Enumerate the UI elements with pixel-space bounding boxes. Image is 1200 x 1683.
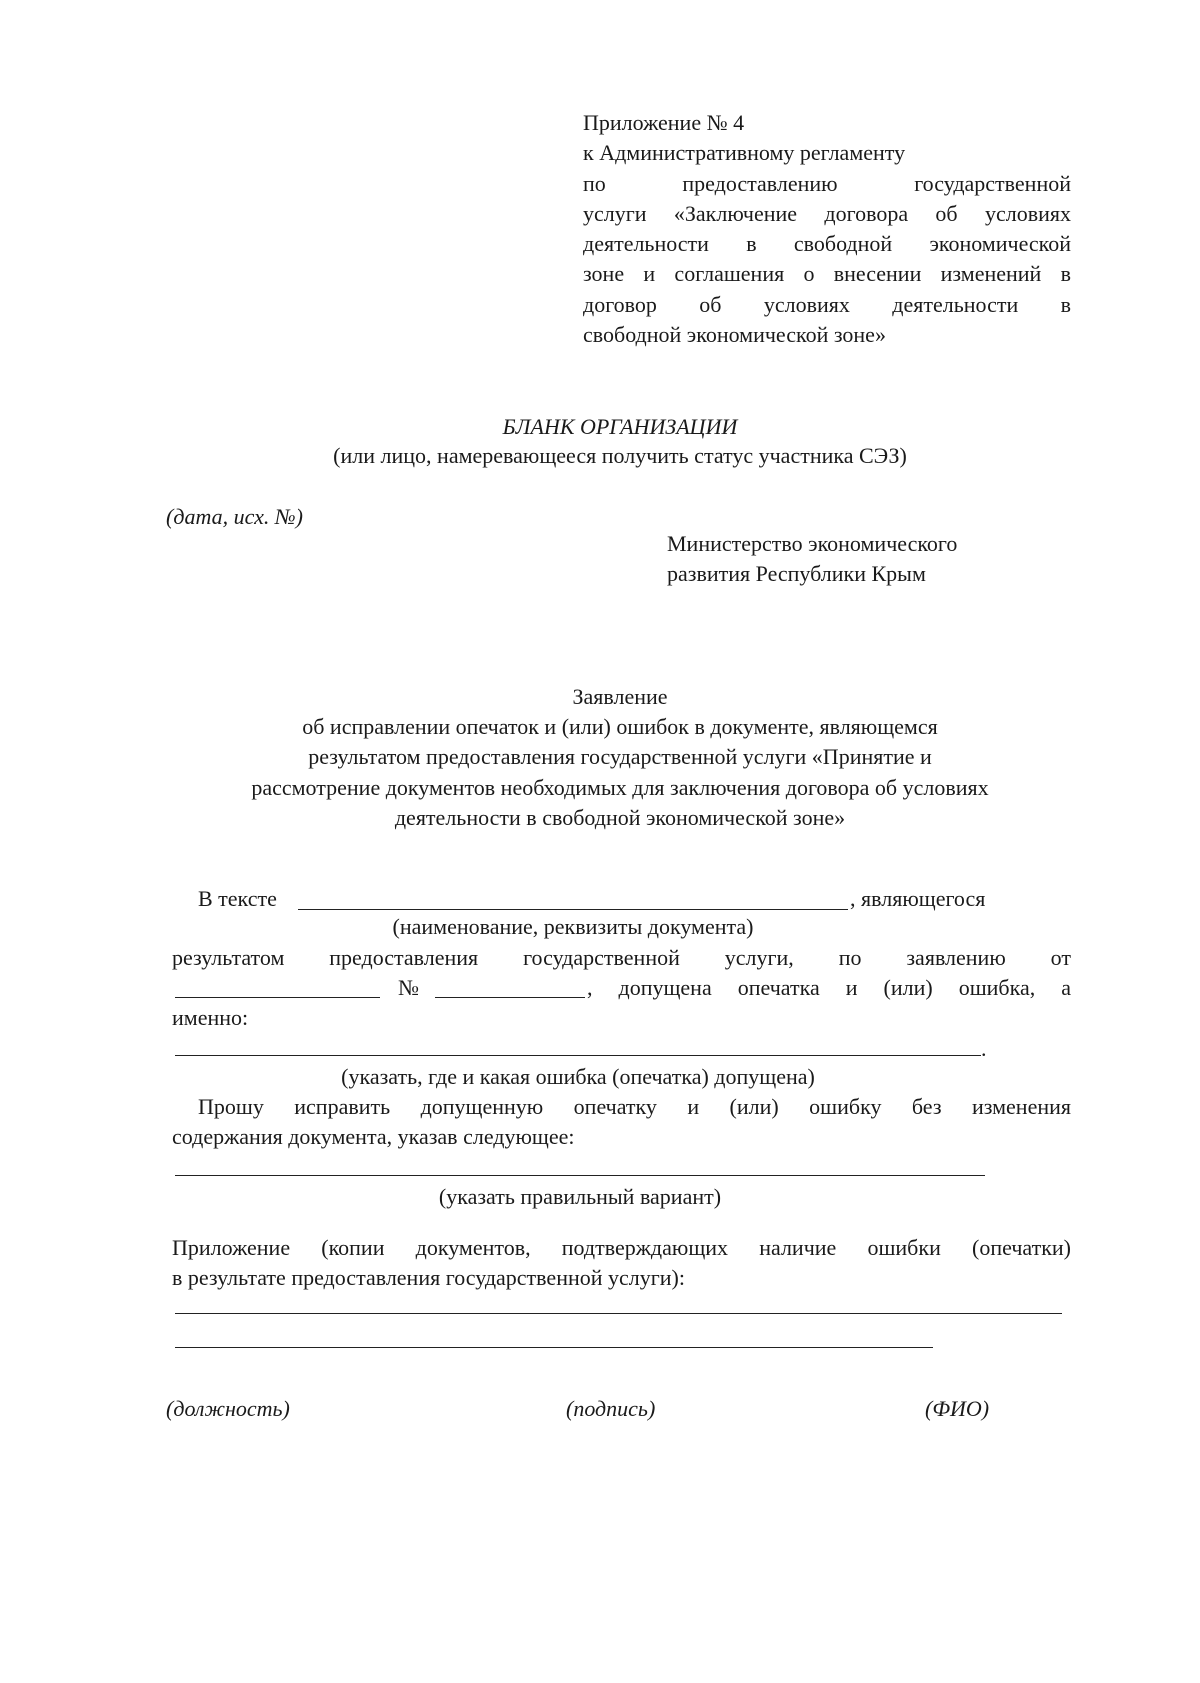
error-admitted-text: , допущена опечатка и (или) ошибка, а [587,975,1071,1000]
text-in-label: В тексте [198,886,277,911]
paragraph-line: именно: [172,1005,249,1030]
application-date-blank[interactable] [175,997,380,998]
being-label: , являющегося [850,886,986,911]
caption-error-location: (указать, где и какая ошибка (опечатка) допущена) [341,1064,815,1089]
caption-document-details: (наименование, реквизиты документа) [392,914,754,939]
statement-line: деятельности в свободной экономической зоне» [394,804,846,830]
appendix-line: услуги «Заключение договора об условиях [583,200,1071,226]
signature-caption: (подпись) [566,1396,656,1421]
statement-title: Заявление [572,684,668,709]
addressee-line: Министерство экономического [667,531,958,556]
period: . [981,1036,987,1061]
number-sign: № [398,975,419,1000]
document-name-blank[interactable] [298,909,848,910]
appendix-line: по предоставлению государственной [583,170,1071,196]
position-caption: (должность) [166,1396,290,1421]
appendix-line: Приложение № 4 [583,110,745,135]
attachments-blank[interactable] [175,1347,933,1348]
appendix-line: договор об условиях деятельности в [583,291,1071,317]
caption-correct-variant: (указать правильный вариант) [438,1184,722,1209]
blank-subtitle: (или лицо, намеревающееся получить статус участника СЭЗ) [333,443,907,468]
addressee [667,529,957,590]
appendix-line: к Административному регламенту [583,140,906,166]
appendix-line: зоне и соглашения о внесении изменений в [583,261,1071,287]
attachments-blank[interactable] [175,1313,1062,1314]
error-description-blank[interactable] [175,1055,981,1056]
addressee-line: развития Республики Крым [667,561,926,587]
paragraph-line: Приложение (копии документов, подтверждающих наличие ошибки (опечатки) [172,1235,1071,1260]
paragraph-line-date-number [172,973,1071,1004]
blank-title: БЛАНК ОРГАНИЗАЦИИ [502,414,738,439]
date-number-field: (дата, исх. №) [166,504,303,529]
statement-subject [0,712,1200,833]
appendix-line: свободной экономической зоне» [583,322,886,348]
statement-line: результатом предоставления государственной услуги «Принятие и [308,744,932,770]
statement-line: рассмотрение документов необходимых для заключения договора об условиях [251,774,989,800]
appendix-line: деятельности в свободной экономической [583,231,1071,257]
appendix-header [583,108,1071,350]
paragraph-line: результатом предоставления государственной услуги, по заявлению от [172,945,1071,970]
full-name-caption: (ФИО) [925,1396,990,1421]
paragraph-line: содержания документа, указав следующее: [172,1124,575,1149]
paragraph-line: в результате предоставления государственной услуги): [172,1265,685,1290]
application-number-blank[interactable] [435,997,585,998]
correct-variant-blank[interactable] [175,1175,985,1176]
paragraph-line: Прошу исправить допущенную опечатку и (или) ошибку без изменения [198,1094,1071,1119]
statement-line: об исправлении опечаток и (или) ошибок в документе, являющемся [302,714,938,739]
